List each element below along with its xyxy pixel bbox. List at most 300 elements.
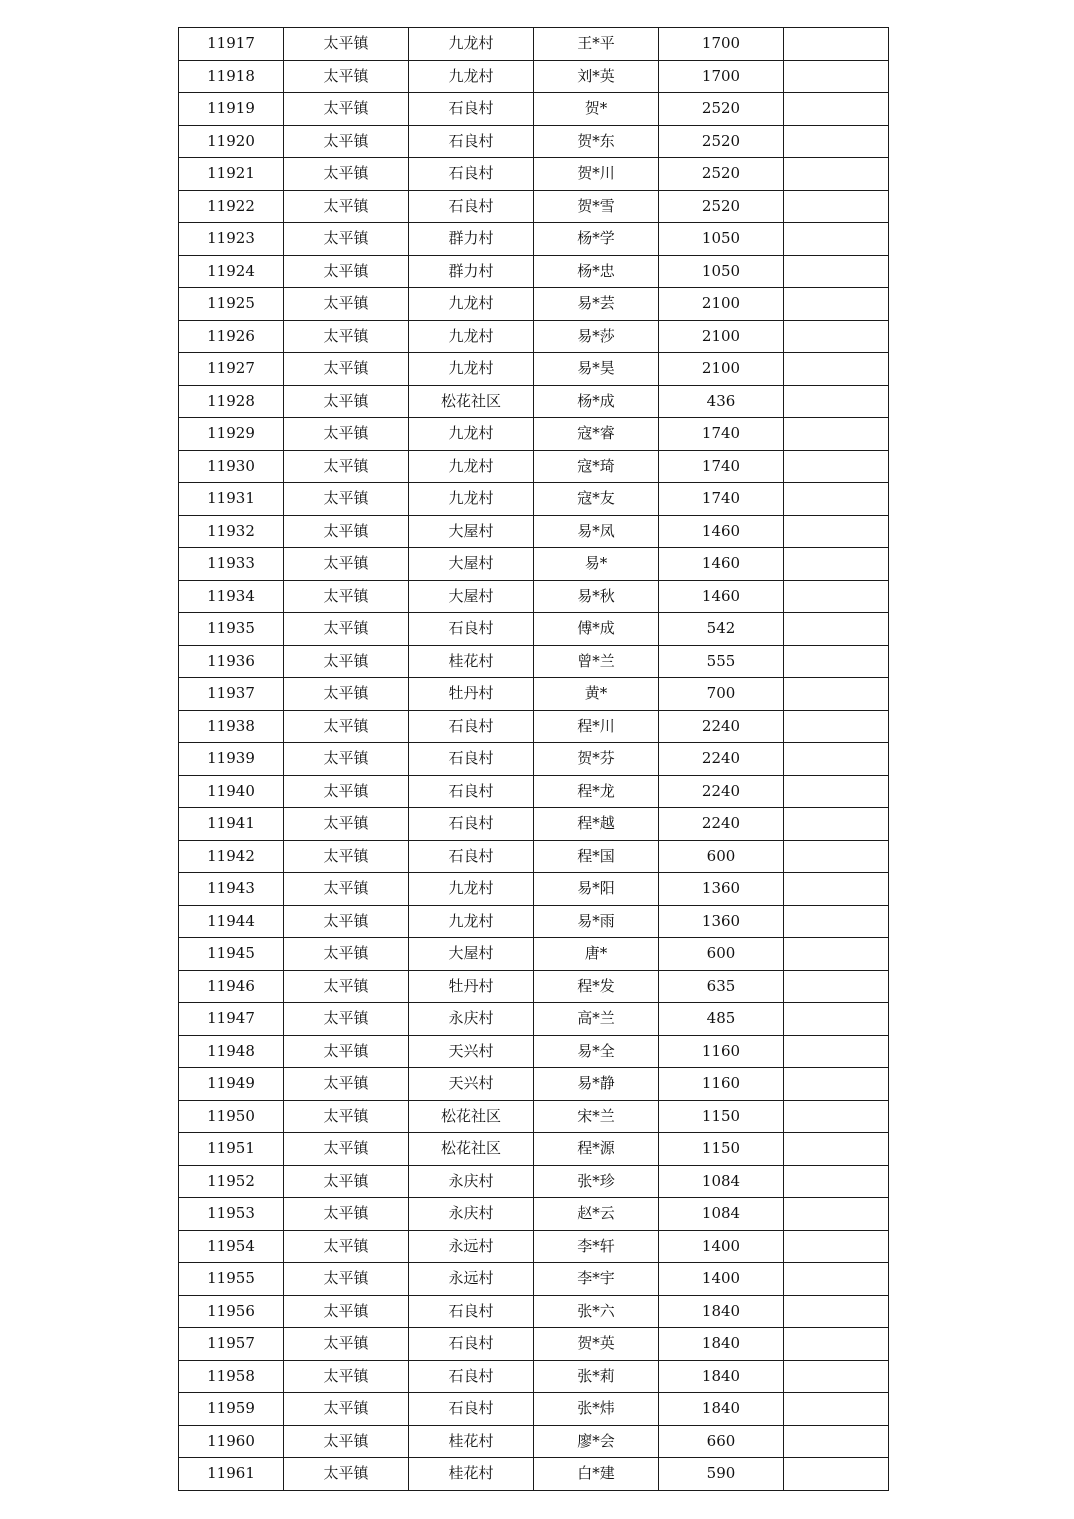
town-cell: 太平镇 [284,93,409,126]
town-cell: 太平镇 [284,483,409,516]
table-row [179,840,889,873]
town-cell: 太平镇 [284,418,409,451]
town-cell: 太平镇 [284,288,409,321]
remark-cell [784,1295,889,1328]
table-body [179,28,889,1491]
amount-cell: 1700 [659,28,784,61]
amount-cell: 590 [659,1458,784,1491]
remark-cell [784,1198,889,1231]
remark-cell [784,873,889,906]
serial-number-cell: 11929 [179,418,284,451]
name-cell: 高*兰 [534,1003,659,1036]
name-cell: 程*发 [534,970,659,1003]
table-row [179,1263,889,1296]
serial-number-cell: 11932 [179,515,284,548]
remark-cell [784,93,889,126]
remark-cell [784,1263,889,1296]
serial-number-cell: 11951 [179,1133,284,1166]
town-cell: 太平镇 [284,905,409,938]
town-cell: 太平镇 [284,450,409,483]
name-cell: 傅*成 [534,613,659,646]
remark-cell [784,353,889,386]
serial-number-cell: 11928 [179,385,284,418]
amount-cell: 2240 [659,743,784,776]
remark-cell [784,483,889,516]
remark-cell [784,450,889,483]
village-cell: 九龙村 [409,60,534,93]
village-cell: 九龙村 [409,28,534,61]
amount-cell: 1740 [659,418,784,451]
town-cell: 太平镇 [284,158,409,191]
serial-number-cell: 11940 [179,775,284,808]
remark-cell [784,580,889,613]
remark-cell [784,1230,889,1263]
village-cell: 九龙村 [409,450,534,483]
town-cell: 太平镇 [284,613,409,646]
village-cell: 永庆村 [409,1003,534,1036]
amount-cell: 485 [659,1003,784,1036]
remark-cell [784,743,889,776]
village-cell: 永庆村 [409,1198,534,1231]
name-cell: 易*静 [534,1068,659,1101]
remark-cell [784,1393,889,1426]
town-cell: 太平镇 [284,385,409,418]
village-cell: 石良村 [409,1328,534,1361]
town-cell: 太平镇 [284,125,409,158]
remark-cell [784,385,889,418]
remark-cell [784,1003,889,1036]
serial-number-cell: 11919 [179,93,284,126]
town-cell: 太平镇 [284,970,409,1003]
remark-cell [784,125,889,158]
village-cell: 石良村 [409,710,534,743]
serial-number-cell: 11920 [179,125,284,158]
village-cell: 天兴村 [409,1035,534,1068]
remark-cell [784,645,889,678]
amount-cell: 2520 [659,93,784,126]
amount-cell: 1740 [659,483,784,516]
remark-cell [784,613,889,646]
village-cell: 九龙村 [409,873,534,906]
name-cell: 寇*睿 [534,418,659,451]
amount-cell: 1050 [659,223,784,256]
town-cell: 太平镇 [284,808,409,841]
serial-number-cell: 11960 [179,1425,284,1458]
name-cell: 易*凤 [534,515,659,548]
table-row [179,710,889,743]
name-cell: 贺*雪 [534,190,659,223]
table-row [179,288,889,321]
town-cell: 太平镇 [284,1328,409,1361]
town-cell: 太平镇 [284,223,409,256]
amount-cell: 2520 [659,125,784,158]
town-cell: 太平镇 [284,28,409,61]
table-row [179,1068,889,1101]
amount-cell: 555 [659,645,784,678]
town-cell: 太平镇 [284,353,409,386]
serial-number-cell: 11952 [179,1165,284,1198]
amount-cell: 436 [659,385,784,418]
amount-cell: 1150 [659,1100,784,1133]
village-cell: 群力村 [409,223,534,256]
amount-cell: 1400 [659,1230,784,1263]
serial-number-cell: 11934 [179,580,284,613]
serial-number-cell: 11931 [179,483,284,516]
table-row [179,28,889,61]
table-row [179,190,889,223]
village-cell: 石良村 [409,613,534,646]
village-cell: 九龙村 [409,288,534,321]
table-row [179,678,889,711]
data-table [178,27,889,1491]
serial-number-cell: 11945 [179,938,284,971]
name-cell: 赵*云 [534,1198,659,1231]
serial-number-cell: 11926 [179,320,284,353]
name-cell: 易*全 [534,1035,659,1068]
town-cell: 太平镇 [284,840,409,873]
town-cell: 太平镇 [284,1230,409,1263]
amount-cell: 1740 [659,450,784,483]
remark-cell [784,548,889,581]
town-cell: 太平镇 [284,548,409,581]
name-cell: 程*川 [534,710,659,743]
name-cell: 宋*兰 [534,1100,659,1133]
village-cell: 牡丹村 [409,678,534,711]
amount-cell: 1460 [659,515,784,548]
remark-cell [784,1425,889,1458]
town-cell: 太平镇 [284,1393,409,1426]
amount-cell: 2240 [659,775,784,808]
village-cell: 石良村 [409,93,534,126]
name-cell: 张*珍 [534,1165,659,1198]
village-cell: 九龙村 [409,483,534,516]
amount-cell: 1150 [659,1133,784,1166]
village-cell: 九龙村 [409,353,534,386]
table-row [179,613,889,646]
table-row [179,353,889,386]
serial-number-cell: 11948 [179,1035,284,1068]
village-cell: 永庆村 [409,1165,534,1198]
amount-cell: 2520 [659,158,784,191]
remark-cell [784,710,889,743]
village-cell: 松花社区 [409,1133,534,1166]
town-cell: 太平镇 [284,678,409,711]
name-cell: 贺*东 [534,125,659,158]
town-cell: 太平镇 [284,645,409,678]
name-cell: 贺*川 [534,158,659,191]
table-row [179,645,889,678]
remark-cell [784,255,889,288]
remark-cell [784,970,889,1003]
table-row [179,775,889,808]
village-cell: 桂花村 [409,1425,534,1458]
amount-cell: 1460 [659,548,784,581]
serial-number-cell: 11918 [179,60,284,93]
amount-cell: 1400 [659,1263,784,1296]
table-row [179,1295,889,1328]
town-cell: 太平镇 [284,190,409,223]
town-cell: 太平镇 [284,1068,409,1101]
name-cell: 王*平 [534,28,659,61]
table-row [179,905,889,938]
amount-cell: 2100 [659,320,784,353]
name-cell: 杨*学 [534,223,659,256]
amount-cell: 1840 [659,1295,784,1328]
village-cell: 石良村 [409,125,534,158]
name-cell: 易* [534,548,659,581]
remark-cell [784,1328,889,1361]
name-cell: 易*雨 [534,905,659,938]
remark-cell [784,288,889,321]
table-row [179,158,889,191]
remark-cell [784,1100,889,1133]
remark-cell [784,515,889,548]
village-cell: 石良村 [409,808,534,841]
remark-cell [784,808,889,841]
remark-cell [784,60,889,93]
name-cell: 易*昊 [534,353,659,386]
town-cell: 太平镇 [284,1165,409,1198]
village-cell: 大屋村 [409,548,534,581]
village-cell: 松花社区 [409,385,534,418]
table-row [179,808,889,841]
table-row [179,450,889,483]
village-cell: 石良村 [409,158,534,191]
table-row [179,1230,889,1263]
serial-number-cell: 11946 [179,970,284,1003]
table-row [179,1328,889,1361]
name-cell: 程*国 [534,840,659,873]
serial-number-cell: 11927 [179,353,284,386]
village-cell: 石良村 [409,1295,534,1328]
remark-cell [784,840,889,873]
name-cell: 唐* [534,938,659,971]
serial-number-cell: 11930 [179,450,284,483]
amount-cell: 1700 [659,60,784,93]
town-cell: 太平镇 [284,1133,409,1166]
serial-number-cell: 11917 [179,28,284,61]
table-row [179,125,889,158]
table-row [179,93,889,126]
serial-number-cell: 11959 [179,1393,284,1426]
name-cell: 曾*兰 [534,645,659,678]
serial-number-cell: 11953 [179,1198,284,1231]
table-row [179,223,889,256]
town-cell: 太平镇 [284,320,409,353]
town-cell: 太平镇 [284,1003,409,1036]
village-cell: 石良村 [409,1393,534,1426]
town-cell: 太平镇 [284,1425,409,1458]
name-cell: 白*建 [534,1458,659,1491]
village-cell: 九龙村 [409,418,534,451]
amount-cell: 635 [659,970,784,1003]
amount-cell: 1160 [659,1068,784,1101]
serial-number-cell: 11938 [179,710,284,743]
name-cell: 廖*会 [534,1425,659,1458]
serial-number-cell: 11961 [179,1458,284,1491]
table-row [179,255,889,288]
table-row [179,548,889,581]
amount-cell: 600 [659,938,784,971]
serial-number-cell: 11942 [179,840,284,873]
village-cell: 牡丹村 [409,970,534,1003]
table-row [179,1165,889,1198]
amount-cell: 1840 [659,1328,784,1361]
serial-number-cell: 11933 [179,548,284,581]
table-row [179,938,889,971]
amount-cell: 2520 [659,190,784,223]
serial-number-cell: 11941 [179,808,284,841]
village-cell: 永远村 [409,1230,534,1263]
town-cell: 太平镇 [284,775,409,808]
name-cell: 程*越 [534,808,659,841]
remark-cell [784,418,889,451]
name-cell: 杨*成 [534,385,659,418]
serial-number-cell: 11950 [179,1100,284,1133]
name-cell: 易*阳 [534,873,659,906]
name-cell: 张*炜 [534,1393,659,1426]
table-row [179,320,889,353]
amount-cell: 1160 [659,1035,784,1068]
serial-number-cell: 11949 [179,1068,284,1101]
village-cell: 大屋村 [409,580,534,613]
town-cell: 太平镇 [284,255,409,288]
town-cell: 太平镇 [284,710,409,743]
name-cell: 黄* [534,678,659,711]
village-cell: 九龙村 [409,320,534,353]
table-row [179,873,889,906]
town-cell: 太平镇 [284,873,409,906]
town-cell: 太平镇 [284,580,409,613]
town-cell: 太平镇 [284,515,409,548]
table-row [179,483,889,516]
village-cell: 九龙村 [409,905,534,938]
remark-cell [784,1458,889,1491]
amount-cell: 1840 [659,1360,784,1393]
name-cell: 寇*友 [534,483,659,516]
name-cell: 刘*英 [534,60,659,93]
amount-cell: 2100 [659,288,784,321]
table-row [179,580,889,613]
serial-number-cell: 11936 [179,645,284,678]
table-row [179,1003,889,1036]
town-cell: 太平镇 [284,1458,409,1491]
village-cell: 石良村 [409,775,534,808]
name-cell: 贺* [534,93,659,126]
village-cell: 永远村 [409,1263,534,1296]
village-cell: 石良村 [409,1360,534,1393]
serial-number-cell: 11921 [179,158,284,191]
remark-cell [784,1165,889,1198]
village-cell: 天兴村 [409,1068,534,1101]
name-cell: 张*莉 [534,1360,659,1393]
amount-cell: 600 [659,840,784,873]
table-row [179,970,889,1003]
remark-cell [784,938,889,971]
serial-number-cell: 11957 [179,1328,284,1361]
town-cell: 太平镇 [284,1360,409,1393]
table-row [179,1100,889,1133]
name-cell: 李*宇 [534,1263,659,1296]
remark-cell [784,678,889,711]
table-row [179,1198,889,1231]
serial-number-cell: 11923 [179,223,284,256]
remark-cell [784,905,889,938]
remark-cell [784,28,889,61]
town-cell: 太平镇 [284,1100,409,1133]
remark-cell [784,320,889,353]
serial-number-cell: 11954 [179,1230,284,1263]
table-row [179,418,889,451]
amount-cell: 1840 [659,1393,784,1426]
table-row [179,1360,889,1393]
remark-cell [784,1133,889,1166]
serial-number-cell: 11924 [179,255,284,288]
village-cell: 石良村 [409,840,534,873]
amount-cell: 1360 [659,905,784,938]
remark-cell [784,1360,889,1393]
name-cell: 易*莎 [534,320,659,353]
serial-number-cell: 11956 [179,1295,284,1328]
remark-cell [784,223,889,256]
serial-number-cell: 11955 [179,1263,284,1296]
name-cell: 贺*芬 [534,743,659,776]
village-cell: 石良村 [409,190,534,223]
serial-number-cell: 11922 [179,190,284,223]
town-cell: 太平镇 [284,1295,409,1328]
name-cell: 张*六 [534,1295,659,1328]
serial-number-cell: 11943 [179,873,284,906]
table-row [179,743,889,776]
village-cell: 松花社区 [409,1100,534,1133]
amount-cell: 1050 [659,255,784,288]
village-cell: 石良村 [409,743,534,776]
village-cell: 群力村 [409,255,534,288]
town-cell: 太平镇 [284,60,409,93]
remark-cell [784,158,889,191]
serial-number-cell: 11947 [179,1003,284,1036]
amount-cell: 660 [659,1425,784,1458]
remark-cell [784,1068,889,1101]
remark-cell [784,1035,889,1068]
amount-cell: 2240 [659,808,784,841]
town-cell: 太平镇 [284,1263,409,1296]
name-cell: 杨*忠 [534,255,659,288]
village-cell: 桂花村 [409,1458,534,1491]
village-cell: 大屋村 [409,938,534,971]
remark-cell [784,190,889,223]
table-row [179,1425,889,1458]
serial-number-cell: 11958 [179,1360,284,1393]
table-row [179,1458,889,1491]
name-cell: 李*轩 [534,1230,659,1263]
table-row [179,515,889,548]
table-row [179,1035,889,1068]
village-cell: 桂花村 [409,645,534,678]
name-cell: 程*龙 [534,775,659,808]
table-row [179,60,889,93]
amount-cell: 1084 [659,1198,784,1231]
town-cell: 太平镇 [284,1198,409,1231]
amount-cell: 1460 [659,580,784,613]
amount-cell: 1084 [659,1165,784,1198]
table-row [179,385,889,418]
town-cell: 太平镇 [284,1035,409,1068]
serial-number-cell: 11937 [179,678,284,711]
name-cell: 易*秋 [534,580,659,613]
amount-cell: 542 [659,613,784,646]
name-cell: 程*源 [534,1133,659,1166]
